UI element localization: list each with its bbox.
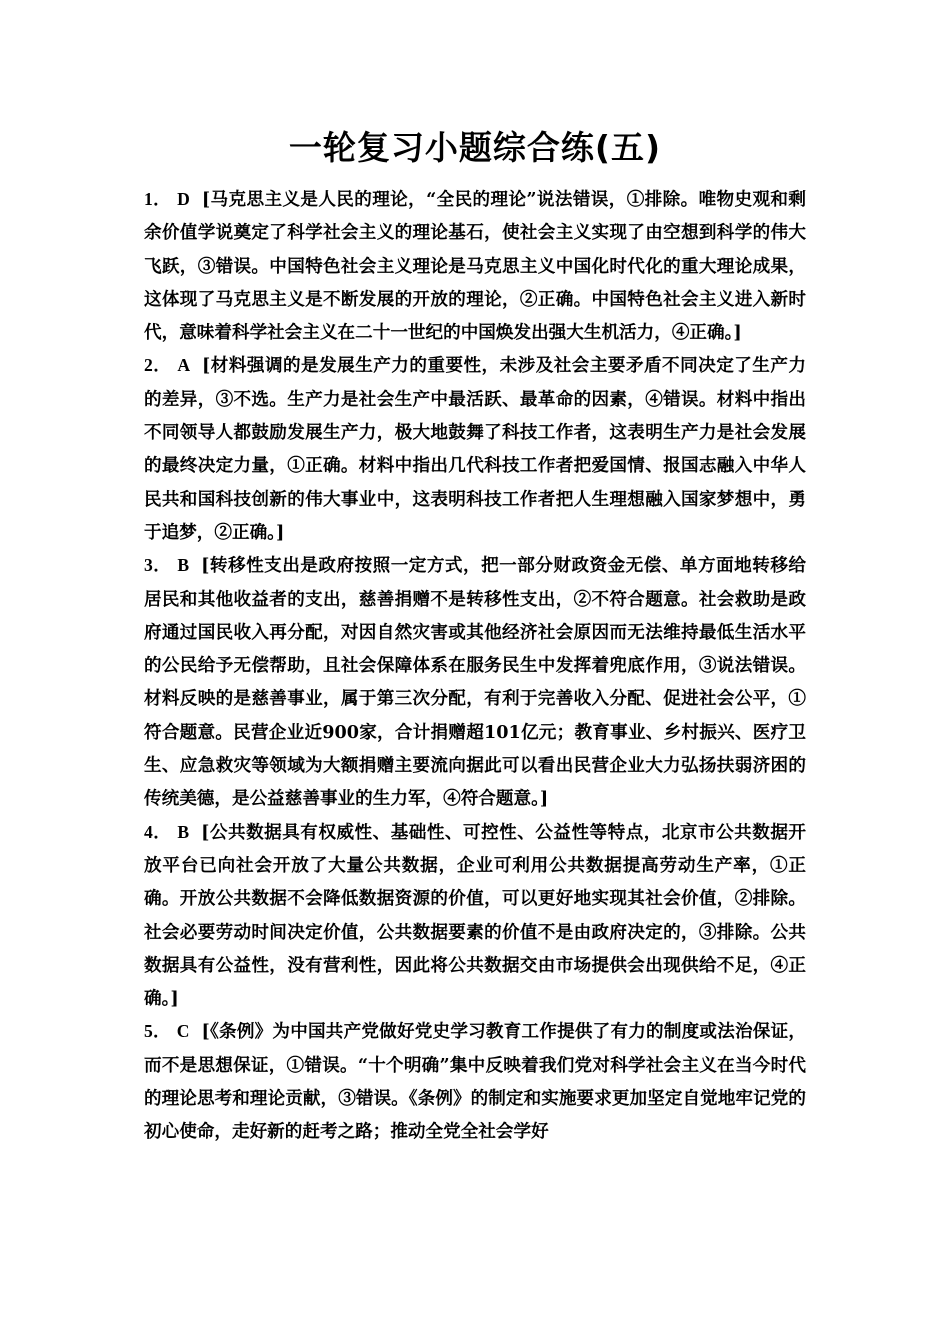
answer-key: D [177,189,190,209]
answer-item-2 [144,349,806,549]
answer-explanation: [《条例》为中国共产党做好党史学习教育工作提供了有力的制度或法治保证，而不是思想保证，①错误。“十个明确”集中反映着我们党对科学社会主义在当今时代的理论思考和理论贡献，③错误。《条例》的制定和实施要求更加坚定自觉地牢记党的初心使命，走好新的赶考之路；推动全党全社会学好 [144,1021,806,1143]
answer-number: 2． [144,355,172,376]
answer-item-4 [144,816,806,1016]
answer-item-1 [144,183,806,349]
answer-item-5 [144,1015,806,1148]
answer-number: 3． [144,555,172,576]
answer-key: B [177,555,190,576]
answer-explanation: [材料强调的是发展生产力的重要性，未涉及社会主要矛盾不同决定了生产力的差异，③不选。生产力是社会生产中最活跃、最革命的因素，④错误。材料中指出不同领导人都鼓励发展生产力，极大地鼓舞了科技工作者，这表明生产力是社会发展的最终决定力量，①正确。材料中指出几代科技工作者把爱国情、报国志融入中华人民共和国科技创新的伟大事业中，这表明科技工作者把人生理想融入国家梦想中，勇于追梦，②正确。] [144,355,806,543]
answer-number: 1． [144,189,172,209]
answer-key: A [177,355,191,376]
answer-item-3 [144,549,806,815]
answer-key: C [176,1021,190,1042]
answer-number: 5． [144,1021,171,1042]
answer-list [144,183,806,1149]
page-title: 一轮复习小题综合练(五) [288,128,662,167]
answer-explanation: [马克思主义是人民的理论，“全民的理论”说法错误，①排除。唯物史观和剩余价值学说奠定了科学社会主义的理论基石，使社会主义实现了由空想到科学的伟大飞跃，③错误。中国特色社会主义理论是马克思主义中国化时代化的重大理论成果，这体现了马克思主义是不断发展的开放的理论，②正确。中国特色社会主义进入新时代，意味着科学社会主义在二十一世纪的中国焕发出强大生机活力，④正确。] [144,189,806,344]
answer-number: 4． [144,821,172,842]
answer-explanation: [公共数据具有权威性、基础性、可控性、公益性等特点，北京市公共数据开放平台已向社会开放了大量公共数据，企业可利用公共数据提高劳动生产率，①正确。开放公共数据不会降低数据资源的价值，可以更好地实现其社会价值，②排除。社会必要劳动时间决定价值，公共数据要素的价值不是由政府决定的，③排除。公共数据具有公益性，没有营利性，因此将公共数据交由市场提供会出现供给不足，④正确。] [144,821,806,1010]
answer-explanation: [转移性支出是政府按照一定方式，把一部分财政资金无偿、单方面地转移给居民和其他收益者的支出，慈善捐赠不是转移性支出，②不符合题意。社会救助是政府通过国民收入再分配，对因自然灾害或其他经济社会原因而无法维持最低生活水平的公民给予无偿帮助，且社会保障体系在服务民生中发挥着兜底作用，③说法错误。材料反映的是慈善事业，属于第三次分配，有利于完善收入分配、促进社会公平，①符合题意。民营企业近900家，合计捐赠超101亿元；教育事业、乡村振兴、医疗卫生、应急救灾等领域为大额捐赠主要流向据此可以看出民营企业大力弘扬扶弱济困的传统美德，是公益慈善事业的生力军，④符合题意。] [144,555,806,810]
answer-key: B [177,821,190,842]
